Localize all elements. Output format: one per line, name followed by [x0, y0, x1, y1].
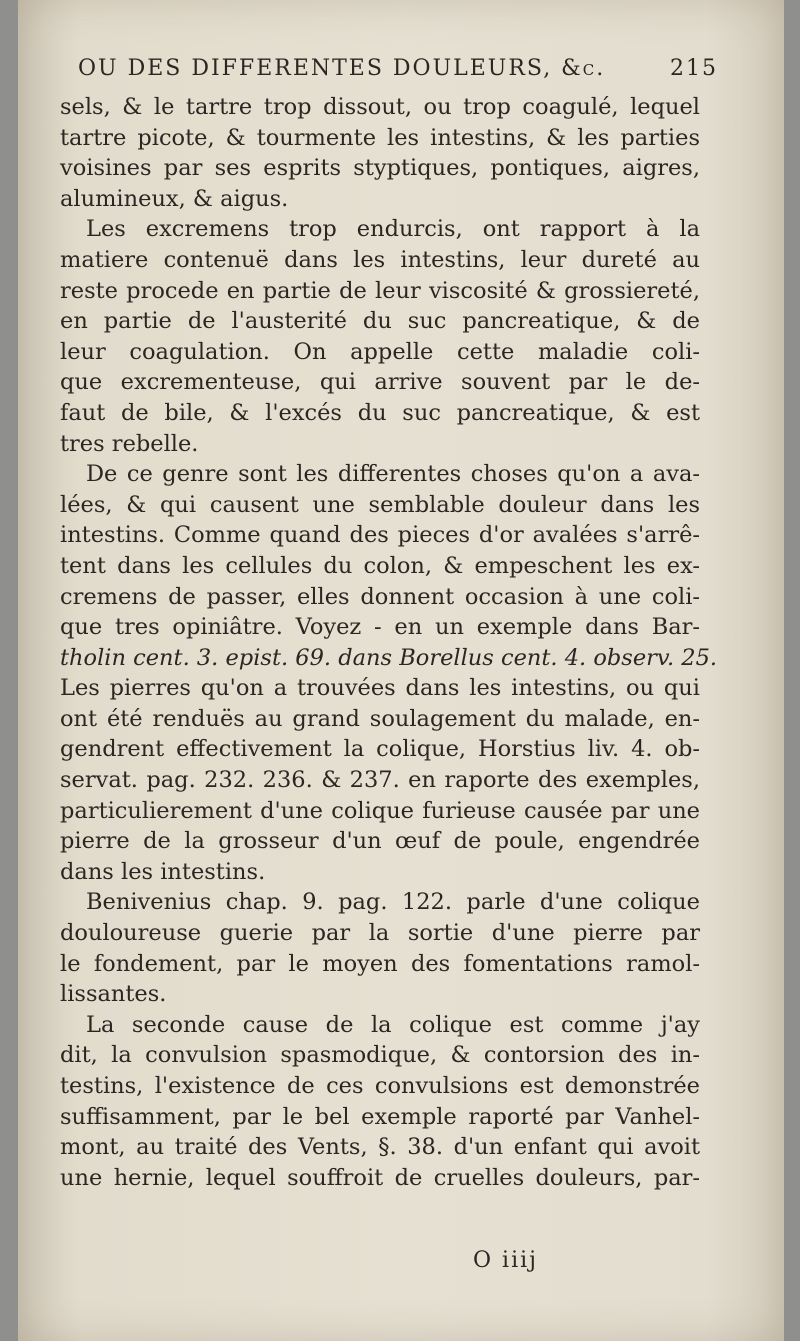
text-line: une hernie, lequel souffroit de cruelles douleurs, par-: [60, 1164, 700, 1191]
text-line: particulierement d'une colique furieuse causée par une: [60, 797, 700, 824]
text-line: lées, & qui causent une semblable douleur dans les: [60, 491, 700, 518]
page-number: 215: [670, 56, 718, 81]
text-line: que excrementeuse, qui arrive souvent par le de-: [60, 369, 700, 396]
text-line: matiere contenuë dans les intestins, leur dureté au: [60, 246, 700, 273]
text-line: en partie de l'austerité du suc pancreatique, & de: [60, 308, 700, 335]
text-line: tent dans les cellules du colon, & empeschent les ex-: [60, 552, 700, 579]
text-line: De ce genre sont les differentes choses qu'on a ava-: [86, 461, 700, 488]
text-line: Benivenius chap. 9. pag. 122. parle d'une colique: [86, 889, 700, 916]
text-line: mont, au traité des Vents, §. 38. d'un enfant qui avoit: [60, 1134, 700, 1161]
text-line: tartre picote, & tourmente les intestins, & les parties: [60, 124, 700, 151]
text-line: voisines par ses esprits styptiques, pontiques, aigres,: [60, 155, 700, 182]
text-line: tholin cent. 3. epist. 69. dans Borellus cent. 4. observ. 25.: [60, 644, 718, 671]
text-line: reste procede en partie de leur viscosité & grossiereté,: [60, 277, 700, 304]
text-line: testins, l'existence de ces convulsions est demonstrée: [60, 1073, 700, 1099]
text-line: dans les intestins.: [60, 858, 266, 885]
text-line: que tres opiniâtre. Voyez - en un exemple dans Bar-: [60, 614, 700, 641]
running-head: OU DES DIFFERENTES DOULEURS, &c.: [78, 56, 606, 81]
text-line: le fondement, par le moyen des fomentations ramol-: [60, 950, 700, 977]
body-text: [60, 92, 718, 1193]
text-line: faut de bile, & l'excés du suc pancreatique, & est: [60, 399, 700, 426]
text-line: sels, & le tartre trop dissout, ou trop coagulé, lequel: [60, 94, 700, 120]
text-line: cremens de passer, elles donnent occasion à une coli-: [60, 583, 700, 610]
text-line: tres rebelle.: [60, 430, 199, 457]
text-line: leur coagulation. On appelle cette maladie coli-: [60, 338, 700, 365]
text-line: douloureuse guerie par la sortie d'une pierre par: [60, 920, 700, 947]
text-line: La seconde cause de la colique est comme j'ay: [86, 1011, 700, 1038]
text-line: servat. pag. 232. 236. & 237. en raporte des exemples,: [60, 767, 700, 794]
text-line: lissantes.: [60, 981, 167, 1008]
text-line: alumineux, & aigus.: [60, 185, 289, 212]
text-line: Les excremens trop endurcis, ont rapport à la: [86, 216, 700, 243]
signature-mark: O iiij: [473, 1248, 538, 1273]
text-line: ont été renduës au grand soulagement du malade, en-: [60, 705, 700, 732]
text-line: intestins. Comme quand des pieces d'or avalées s'arrê-: [60, 522, 700, 549]
text-line: dit, la convulsion spasmodique, & contorsion des in-: [60, 1042, 700, 1069]
page-header: [78, 50, 718, 90]
text-line: pierre de la grosseur d'un œuf de poule, engendrée: [60, 828, 700, 855]
book-page: [18, 0, 784, 1341]
text-line: Les pierres qu'on a trouvées dans les intestins, ou qui: [60, 675, 700, 702]
text-line: suffisamment, par le bel exemple raporté par Vanhel-: [60, 1103, 700, 1130]
text-line: gendrent effectivement la colique, Horstius liv. 4. ob-: [60, 736, 700, 763]
